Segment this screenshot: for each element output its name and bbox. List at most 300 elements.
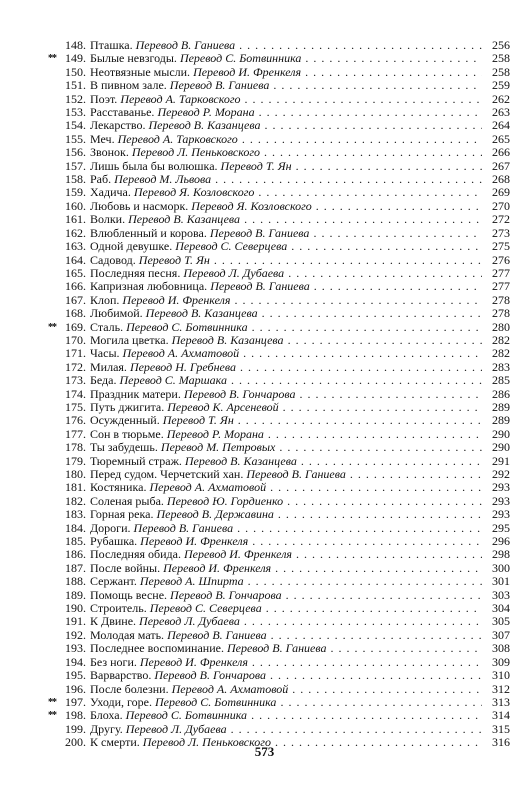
- translator-credit: Перевод М. Петровых: [160, 441, 276, 455]
- entry-text: [90, 227, 484, 240]
- translator-credit: Перевод Л. Дубаева: [139, 615, 240, 629]
- toc-entry: [0, 428, 529, 441]
- poem-title: Последняя обида.: [90, 548, 181, 562]
- entry-number: 198.: [65, 708, 86, 723]
- entry-text: [90, 267, 484, 280]
- entry-text: [90, 186, 484, 199]
- entry-text: [90, 522, 484, 535]
- page-reference: 307: [482, 629, 510, 642]
- entry-number: 187.: [65, 560, 86, 575]
- entry-text: [90, 428, 484, 441]
- translator-credit: Перевод А. Тарковского: [120, 92, 241, 106]
- entry-text: [90, 321, 484, 334]
- toc-entry: [0, 642, 529, 655]
- entry-number: 156.: [65, 145, 86, 160]
- asterisk-mark: **: [48, 710, 56, 722]
- poem-title: Расставанье.: [90, 106, 155, 120]
- translator-credit: Перевод Т. Ян: [220, 159, 292, 173]
- toc-entry: [0, 388, 529, 401]
- translator-credit: Перевод А. Ахматовой: [171, 682, 289, 696]
- toc-entry: [0, 495, 529, 508]
- page-reference: 283: [482, 361, 510, 374]
- entry-text: [90, 575, 484, 588]
- entry-number: 153.: [65, 105, 86, 120]
- entry-text: [90, 52, 484, 65]
- page-reference: 268: [482, 173, 510, 186]
- asterisk-mark: **: [48, 696, 56, 708]
- page-reference: 295: [482, 522, 510, 535]
- entry-text: [90, 602, 484, 615]
- page-reference: 259: [482, 79, 510, 92]
- translator-credit: Перевод В. Ганиева: [209, 226, 310, 240]
- page-reference: 303: [482, 589, 510, 602]
- entry-number: 182.: [65, 493, 86, 508]
- poem-title: Любовь и насморк.: [90, 199, 189, 213]
- entry-text: [90, 441, 484, 454]
- poem-title: Дороги.: [90, 521, 131, 535]
- entry-text: [90, 508, 484, 521]
- page-reference: 293: [482, 495, 510, 508]
- translator-credit: Перевод А. Ахматовой: [122, 347, 240, 361]
- toc-entry: [0, 307, 529, 320]
- entry-text: [90, 388, 484, 401]
- translator-credit: Перевод С. Ботвинника: [154, 695, 277, 709]
- entry-text: [90, 79, 484, 92]
- toc-entry: [0, 160, 529, 173]
- entry-number: 162.: [65, 225, 86, 240]
- toc-entry: [0, 401, 529, 414]
- translator-credit: Перевод С. Ботвинника: [125, 709, 248, 723]
- page-reference: 272: [482, 213, 510, 226]
- asterisk-mark: **: [48, 321, 56, 333]
- entry-number: 167.: [65, 292, 86, 307]
- toc-entry: [0, 280, 529, 293]
- page-reference: 262: [482, 93, 510, 106]
- translator-credit: Перевод И. Френкеля: [193, 65, 302, 79]
- toc-entry: [0, 173, 529, 186]
- translator-credit: Перевод И. Френкеля: [122, 293, 231, 307]
- page-reference: 289: [482, 401, 510, 414]
- entry-text: [90, 656, 484, 669]
- toc-entry: [0, 629, 529, 642]
- toc-entry: [0, 723, 529, 736]
- poem-title: Осужденный.: [90, 414, 160, 428]
- toc-entry: [0, 669, 529, 682]
- translator-credit: Перевод В. Ганиева: [226, 642, 327, 656]
- translator-credit: Перевод А. Ахматовой: [149, 481, 267, 495]
- page-reference: 290: [482, 428, 510, 441]
- translator-credit: Перевод В. Казанцева: [128, 213, 241, 227]
- page-reference: 312: [482, 683, 510, 696]
- poem-title: После болезни.: [90, 682, 169, 696]
- entry-text: [90, 200, 484, 213]
- poem-title: Меч.: [90, 132, 115, 146]
- poem-title: Хадича.: [90, 186, 131, 200]
- entry-number: 174.: [65, 386, 86, 401]
- toc-entry: [0, 468, 529, 481]
- translator-credit: Перевод В. Ганиева: [210, 280, 310, 294]
- translator-credit: Перевод И. Френкеля: [140, 535, 249, 549]
- poem-title: Волки.: [90, 213, 126, 227]
- toc-entry: [0, 455, 529, 468]
- translator-credit: Перевод Р. Морана: [157, 106, 255, 120]
- entry-text: [90, 723, 484, 736]
- page-reference: 280: [482, 321, 510, 334]
- toc-entry: [0, 361, 529, 374]
- translator-credit: Перевод Т. Ян: [162, 414, 234, 428]
- entry-number: 185.: [65, 534, 86, 549]
- poem-title: Тюремный страж.: [90, 454, 182, 468]
- poem-title: Клоп.: [90, 293, 120, 307]
- entry-text: [90, 307, 484, 320]
- toc-entry: [0, 696, 529, 709]
- entry-number: 165.: [65, 265, 86, 280]
- translator-credit: Перевод С. Ботвинника: [179, 52, 302, 66]
- entry-number: 152.: [65, 91, 86, 106]
- poem-title: Любимой.: [90, 307, 143, 321]
- page-reference: 291: [482, 455, 510, 468]
- translator-credit: Перевод Я. Козловского: [133, 186, 255, 200]
- entry-text: [90, 629, 484, 642]
- poem-title: Последнее воспоминание.: [90, 642, 224, 656]
- page-reference: 256: [482, 39, 510, 52]
- translator-credit: Перевод Р. Морана: [166, 427, 264, 441]
- toc-entry: [0, 441, 529, 454]
- translator-credit: Перевод Л. Пеньковского: [142, 736, 271, 750]
- translator-credit: Перевод В. Казанцева: [145, 307, 258, 321]
- entry-text: [90, 709, 484, 722]
- poem-title: Беда.: [90, 374, 117, 388]
- entry-text: [90, 39, 484, 52]
- translator-credit: Перевод И. Френкеля: [183, 548, 293, 562]
- poem-title: Последняя песня.: [90, 266, 181, 280]
- toc-entry: [0, 347, 529, 360]
- translator-credit: Перевод И. Френкеля: [163, 561, 272, 575]
- page-reference: 277: [482, 280, 510, 293]
- translator-credit: Перевод С. Ботвинника: [126, 320, 248, 334]
- translator-credit: Перевод Л. Дубаева: [125, 722, 227, 736]
- page-reference: 309: [482, 656, 510, 669]
- page-reference: 282: [482, 334, 510, 347]
- poem-title: Лишь была бы волюшка.: [90, 159, 218, 173]
- translator-credit: Перевод В. Гончарова: [183, 387, 296, 401]
- entry-text: [90, 642, 484, 655]
- poem-title: Соленая рыба.: [90, 494, 164, 508]
- translator-credit: Перевод С. Маршака: [119, 374, 227, 388]
- entry-number: 161.: [65, 212, 86, 227]
- page-reference: 314: [482, 709, 510, 722]
- poem-title: В пивном зале.: [90, 79, 167, 93]
- entry-text: [90, 495, 484, 508]
- page-reference: 265: [482, 133, 510, 146]
- page-reference: 282: [482, 347, 510, 360]
- entry-number: 191.: [65, 614, 86, 629]
- poem-title: К Двине.: [90, 615, 137, 629]
- translator-credit: Перевод Я. Козловского: [191, 199, 312, 213]
- entry-number: 184.: [65, 520, 86, 535]
- page-reference: 305: [482, 615, 510, 628]
- page-reference: 278: [482, 307, 510, 320]
- poem-title: Рубашка.: [90, 535, 138, 549]
- translator-credit: Перевод В. Казанцева: [148, 119, 261, 133]
- poem-title: Звонок.: [90, 146, 129, 160]
- poem-title: Влюбленный и корова.: [90, 226, 207, 240]
- page-reference: 313: [482, 696, 510, 709]
- entry-text: [90, 294, 484, 307]
- entry-number: 170.: [65, 332, 86, 347]
- poem-title: После войны.: [90, 561, 161, 575]
- poem-title: Былые невзгоды.: [90, 52, 177, 66]
- poem-title: К смерти.: [90, 736, 140, 750]
- entry-number: 175.: [65, 399, 86, 414]
- entry-number: 169.: [65, 319, 86, 334]
- toc-entry: [0, 93, 529, 106]
- page-reference: 289: [482, 414, 510, 427]
- translator-credit: Перевод И. Френкеля: [139, 655, 248, 669]
- page-reference: 273: [482, 227, 510, 240]
- poem-title: Уходи, горе.: [90, 695, 152, 709]
- entry-text: [90, 173, 484, 186]
- entry-number: 188.: [65, 574, 86, 589]
- page-reference: 315: [482, 723, 510, 736]
- poem-title: Горная река.: [90, 508, 154, 522]
- page-reference: 258: [482, 66, 510, 79]
- page-reference: 308: [482, 642, 510, 655]
- page-reference: 296: [482, 535, 510, 548]
- translator-credit: Перевод А. Тарковского: [117, 132, 238, 146]
- translator-credit: Перевод С. Северцева: [149, 602, 262, 616]
- entry-text: [90, 119, 484, 132]
- page-reference: 310: [482, 669, 510, 682]
- entry-number: 168.: [65, 306, 86, 321]
- entry-number: 192.: [65, 627, 86, 642]
- page-reference: 290: [482, 441, 510, 454]
- entry-number: 189.: [65, 587, 86, 602]
- page-reference: 263: [482, 106, 510, 119]
- translator-credit: Перевод Н. Гребнева: [129, 360, 236, 374]
- entry-text: [90, 93, 484, 106]
- toc-entry: [0, 334, 529, 347]
- poem-title: Садовод.: [90, 253, 136, 267]
- poem-title: Блоха.: [90, 709, 123, 723]
- poem-title: Путь джигита.: [90, 400, 165, 414]
- translator-credit: Перевод В. Державина: [156, 508, 274, 522]
- entry-text: [90, 414, 484, 427]
- toc-entry: [0, 481, 529, 494]
- toc-entry: [0, 267, 529, 280]
- entry-number: 181.: [65, 480, 86, 495]
- page-reference: 276: [482, 254, 510, 267]
- toc-entry: [0, 656, 529, 669]
- page-reference: 264: [482, 119, 510, 132]
- toc-entry: [0, 213, 529, 226]
- toc-entry: [0, 227, 529, 240]
- entry-number: 154.: [65, 118, 86, 133]
- entry-text: [90, 280, 484, 293]
- entry-number: 177.: [65, 426, 86, 441]
- entry-number: 150.: [65, 64, 86, 79]
- toc-entry: [0, 575, 529, 588]
- poem-title: Раб.: [90, 173, 112, 187]
- asterisk-mark: **: [48, 53, 56, 65]
- entry-number: 164.: [65, 252, 86, 267]
- poem-title: Костяника.: [90, 481, 147, 495]
- entry-text: [90, 66, 484, 79]
- page-reference: 316: [482, 736, 510, 749]
- entry-text: [90, 160, 484, 173]
- toc-entry: [0, 374, 529, 387]
- page-reference: 285: [482, 374, 510, 387]
- poem-title: Часы.: [90, 347, 120, 361]
- page-reference: 286: [482, 388, 510, 401]
- entry-text: [90, 669, 484, 682]
- entry-number: 148.: [65, 38, 86, 52]
- entry-number: 199.: [65, 721, 86, 736]
- entry-text: [90, 535, 484, 548]
- page-reference: 301: [482, 575, 510, 588]
- entry-number: 183.: [65, 507, 86, 522]
- page-reference: 267: [482, 160, 510, 173]
- page-reference: 277: [482, 267, 510, 280]
- translator-credit: Перевод В. Ганиева: [135, 39, 236, 52]
- entry-text: [90, 683, 484, 696]
- page-reference: 270: [482, 200, 510, 213]
- entry-text: [90, 481, 484, 494]
- toc-entry: [0, 39, 529, 52]
- poem-title: Могила цветка.: [90, 333, 169, 347]
- poem-title: Варварство.: [90, 669, 152, 683]
- poem-title: Молодая мать.: [90, 628, 165, 642]
- entry-text: [90, 106, 484, 119]
- translator-credit: Перевод К. Арсеневой: [167, 400, 279, 414]
- table-of-contents: [0, 39, 529, 750]
- poem-title: Сон в тюрьме.: [90, 427, 164, 441]
- poem-title: Капризная любовница.: [90, 280, 208, 294]
- page-reference: 292: [482, 468, 510, 481]
- entry-text: [90, 213, 484, 226]
- translator-credit: Перевод В. Ганиева: [167, 628, 267, 642]
- poem-title: Другу.: [90, 722, 123, 736]
- toc-entry: [0, 615, 529, 628]
- poem-title: Ты забудешь.: [90, 441, 158, 455]
- poem-title: Строитель.: [90, 602, 147, 616]
- translator-credit: Перевод С. Северцева: [175, 240, 288, 254]
- entry-number: 196.: [65, 681, 86, 696]
- entry-number: 193.: [65, 641, 86, 656]
- entry-number: 178.: [65, 440, 86, 455]
- entry-text: [90, 361, 484, 374]
- entry-number: 176.: [65, 413, 86, 428]
- entry-number: 155.: [65, 131, 86, 146]
- entry-number: 194.: [65, 654, 86, 669]
- toc-entry: [0, 119, 529, 132]
- entry-text: [90, 334, 484, 347]
- toc-entry: [0, 548, 529, 561]
- entry-number: 197.: [65, 694, 86, 709]
- toc-entry: [0, 79, 529, 92]
- toc-entry: [0, 66, 529, 79]
- poem-title: Милая.: [90, 360, 127, 374]
- translator-credit: Перевод В. Гончарова: [154, 669, 266, 683]
- entry-number: 186.: [65, 547, 86, 562]
- page-reference: 258: [482, 52, 510, 65]
- entry-text: [90, 240, 484, 253]
- poem-title: Лекарство.: [90, 119, 146, 133]
- toc-entry: [0, 106, 529, 119]
- entry-number: 190.: [65, 601, 86, 616]
- page-reference: 275: [482, 240, 510, 253]
- translator-credit: Перевод В. Ганиева: [169, 79, 270, 93]
- entry-text: [90, 455, 484, 468]
- translator-credit: Перевод Л. Пеньковского: [131, 146, 261, 160]
- entry-text: [90, 468, 484, 481]
- page-number: 573: [254, 744, 275, 759]
- entry-text: [90, 548, 484, 561]
- toc-entry: [0, 186, 529, 199]
- entry-number: 166.: [65, 279, 86, 294]
- entry-number: 160.: [65, 198, 86, 213]
- page-reference: 269: [482, 186, 510, 199]
- entry-text: [90, 374, 484, 387]
- entry-text: [90, 615, 484, 628]
- toc-entry: [0, 52, 529, 65]
- entry-number: 149.: [65, 51, 86, 66]
- toc-entry: [0, 414, 529, 427]
- entry-text: [90, 146, 484, 159]
- entry-text: [90, 347, 484, 360]
- poem-title: Сержант.: [90, 575, 137, 589]
- toc-entry: [0, 602, 529, 615]
- poem-title: Без ноги.: [90, 655, 137, 669]
- page-reference: 300: [482, 562, 510, 575]
- entry-number: 195.: [65, 668, 86, 683]
- poem-title: Одной девушке.: [90, 240, 173, 254]
- toc-entry: [0, 240, 529, 253]
- translator-credit: Перевод В. Гончарова: [170, 588, 282, 602]
- poem-title: Неотвязные мысли.: [90, 65, 191, 79]
- toc-entry: [0, 146, 529, 159]
- toc-entry: [0, 321, 529, 334]
- toc-entry: [0, 200, 529, 213]
- translator-credit: Перевод Л. Дубаева: [183, 266, 285, 280]
- translator-credit: Перевод А. Шпирта: [139, 575, 244, 589]
- entry-number: 158.: [65, 172, 86, 187]
- translator-credit: Перевод В. Казанцева: [171, 333, 284, 347]
- poem-title: Праздник матери.: [90, 387, 181, 401]
- entry-number: 163.: [65, 239, 86, 254]
- entry-number: 200.: [65, 735, 86, 750]
- entry-number: 151.: [65, 78, 86, 93]
- translator-credit: Перевод Т. Ян: [138, 253, 210, 267]
- translator-credit: Перевод В. Казанцева: [184, 454, 297, 468]
- toc-entry: [0, 709, 529, 722]
- toc-entry: [0, 133, 529, 146]
- poem-title: Перед судом. Черчетский хан.: [90, 468, 244, 481]
- entry-text: [90, 589, 484, 602]
- translator-credit: Перевод Ю. Гордиенко: [166, 494, 284, 508]
- translator-credit: Перевод В. Ганиева: [246, 468, 346, 481]
- toc-entry: [0, 508, 529, 521]
- poem-title: Помощь весне.: [90, 588, 168, 602]
- page-reference: 304: [482, 602, 510, 615]
- entry-number: 173.: [65, 373, 86, 388]
- page-reference: 266: [482, 146, 510, 159]
- entry-text: [90, 696, 484, 709]
- entry-number: 179.: [65, 453, 86, 468]
- poem-title: Сталь.: [90, 320, 124, 334]
- toc-entry: [0, 562, 529, 575]
- poem-title: Поэт.: [90, 92, 118, 106]
